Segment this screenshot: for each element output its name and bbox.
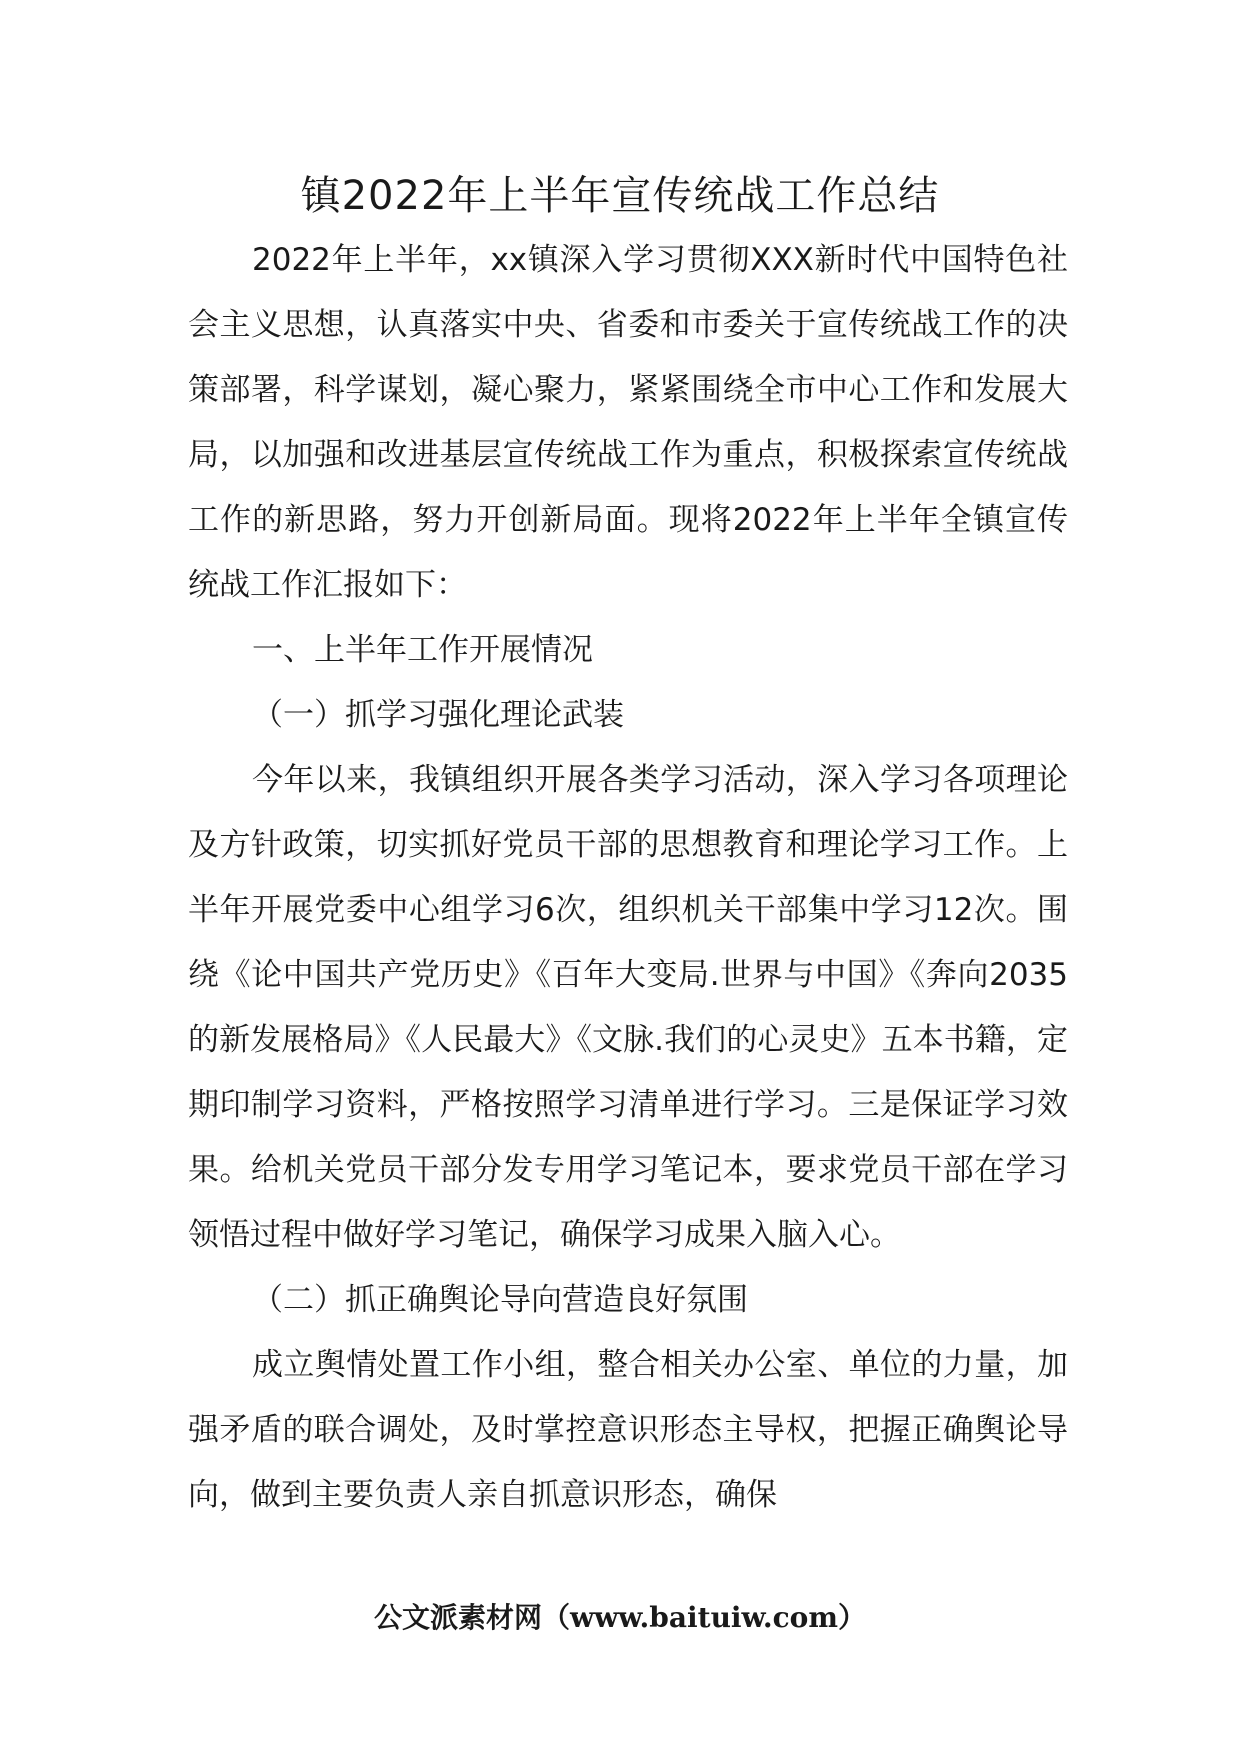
footer-watermark: 公文派素材网（www.baituiw.com） (374, 1601, 866, 1634)
section-heading: 一、上半年工作开展情况 (252, 632, 593, 668)
document-title: 镇2022年上半年宣传统战工作总结 (300, 173, 940, 219)
subsection-heading-1: （一）抓学习强化理论武装 (252, 697, 624, 733)
subsection-paragraph-2: 成立舆情处置工作小组，整合相关办公室、单位的力量，加强矛盾的联合调处，及时掌控意识形态主导权，把握正确舆论导向，做到主要负责人亲自抓意识形态，确保 (188, 1347, 1068, 1513)
intro-paragraph: 2022年上半年，xx镇深入学习贯彻XXX新时代中国特色社会主义思想，认真落实中央、省委和市委关于宣传统战工作的决策部署，科学谋划，凝心聚力，紧紧围绕全市中心工作和发展大局，以加强和改进基层宣传统战工作为重点，积极探索宣传统战工作的新思路，努力开创新局面。现将2022年上半年全镇宣传统战工作汇报如下： (188, 242, 1068, 603)
subsection-heading-2: （二）抓正确舆论导向营造良好氛围 (252, 1282, 748, 1318)
document-body (188, 228, 1068, 1528)
subsection-paragraph-1: 今年以来，我镇组织开展各类学习活动，深入学习各项理论及方针政策，切实抓好党员干部的思想教育和理论学习工作。上半年开展党委中心组学习6次，组织机关干部集中学习12次。围绕《论中国共产党历史》《百年大变局.世界与中国》《奔向2035的新发展格局》《人民最大》《文脉.我们的心灵史》五本书籍，定期印制学习资料，严格按照学习清单进行学习。三是保证学习效果。给机关党员干部分发专用学习笔记本，要求党员干部在学习领悟过程中做好学习笔记，确保学习成果入脑入心。 (188, 762, 1068, 1253)
